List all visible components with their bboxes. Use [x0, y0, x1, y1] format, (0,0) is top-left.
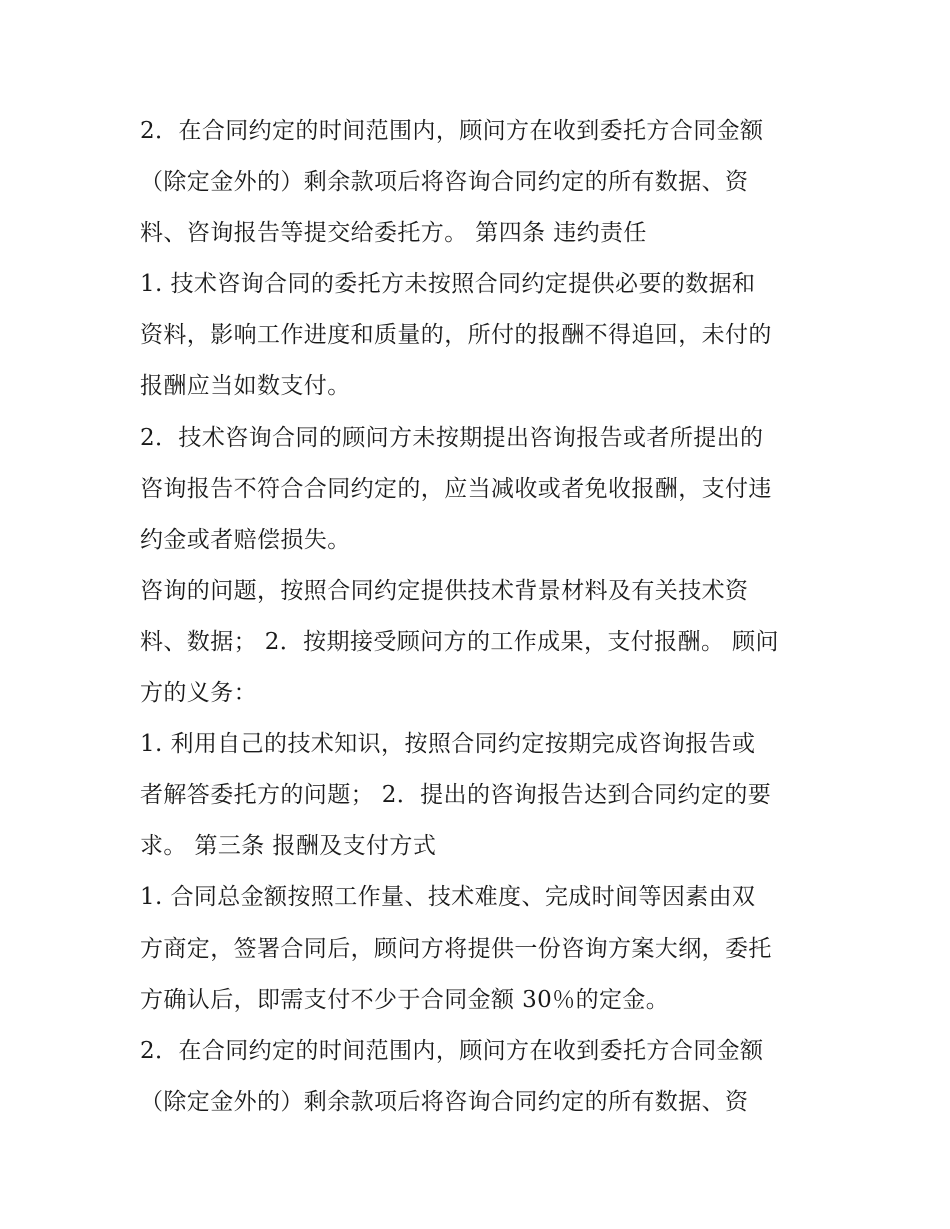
- text-line: 1. 利用自己的技术知识，按照合同约定按期完成咨询报告或: [140, 731, 756, 758]
- text-line: 方确认后，即需支付不少于合同金额 30％的定金。: [140, 986, 670, 1013]
- text-line: 求。 第三条 报酬及支付方式: [140, 833, 437, 860]
- text-line: 料、咨询报告等提交给委托方。 第四条 违约责任: [140, 220, 647, 247]
- text-line: 报酬应当如数支付。: [140, 373, 351, 400]
- text-line: 者解答委托方的问题； 2．提出的咨询报告达到合同约定的要: [140, 782, 772, 809]
- text-line: 约金或者赔偿损失。: [140, 526, 351, 553]
- document-body: [140, 106, 820, 1128]
- text-line: 料、数据； 2．按期接受顾问方的工作成果，支付报酬。 顾问: [140, 628, 779, 655]
- text-line: 方商定，签署合同后，顾问方将提供一份咨询方案大纲，委托: [140, 935, 772, 962]
- text-line: 2．在合同约定的时间范围内，顾问方在收到委托方合同金额: [140, 1037, 764, 1064]
- text-line: 1. 合同总金额按照工作量、技术难度、完成时间等因素由双: [140, 884, 756, 911]
- text-line: 方的义务：: [140, 680, 257, 707]
- text-line: 2．在合同约定的时间范围内，顾问方在收到委托方合同金额: [140, 118, 764, 144]
- text-line: 咨询报告不符合合同约定的，应当减收或者免收报酬，支付违: [140, 475, 772, 502]
- text-line: （除定金外的）剩余款项后将咨询合同约定的所有数据、资: [140, 1088, 749, 1115]
- text-line: 1. 技术咨询合同的委托方未按照合同约定提供必要的数据和: [140, 271, 756, 298]
- text-line: （除定金外的）剩余款项后将咨询合同约定的所有数据、资: [140, 169, 749, 196]
- text-line: 2．技术咨询合同的顾问方未按期提出咨询报告或者所提出的: [140, 424, 764, 451]
- text-line: 咨询的问题，按照合同约定提供技术背景材料及有关技术资: [140, 577, 749, 604]
- text-line: 资料，影响工作进度和质量的，所付的报酬不得追回，未付的: [140, 322, 772, 349]
